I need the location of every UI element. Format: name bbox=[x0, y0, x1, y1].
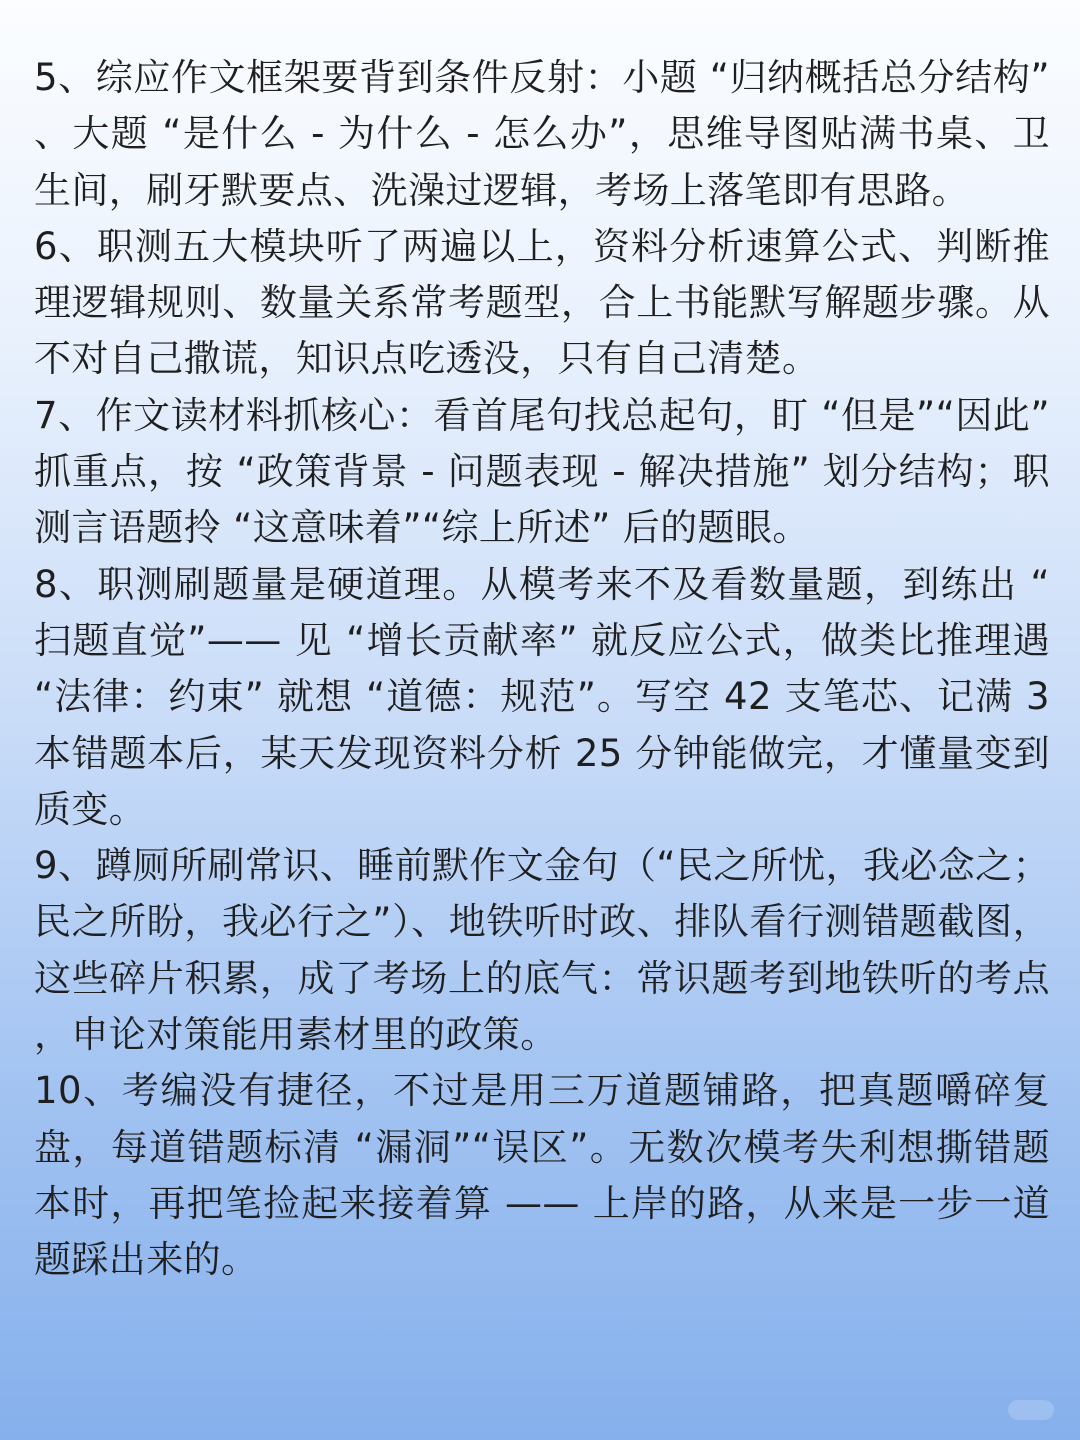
tips-document bbox=[34, 50, 1050, 1289]
tip-item-9: 9、蹲厕所刷常识、睡前默作文金句（“民之所忧，我必念之；民之所盼，我必行之”）、地铁听时政、排队看行测错题截图，这些碎片积累，成了考场上的底气：常识题考到地铁听的考点，申论对策能用素材里的政策。 bbox=[34, 844, 1050, 1057]
tip-item-10: 10、考编没有捷径，不过是用三万道题铺路，把真题嚼碎复盘，每道错题标清 “漏洞”“误区”。无数次模考失利想撕错题本时，再把笔捡起来接着算 —— 上岸的路，从来是一步一道题踩出来的。 bbox=[34, 1069, 1050, 1282]
faint-watermark bbox=[1008, 1400, 1054, 1420]
tip-item-7: 7、作文读材料抓核心：看首尾句找总起句，盯 “但是”“因此” 抓重点，按 “政策背景 - 问题表现 - 解决措施” 划分结构；职测言语题拎 “这意味着”“综上所述” 后的题眼。 bbox=[34, 393, 1050, 550]
tip-item-6: 6、职测五大模块听了两遍以上，资料分析速算公式、判断推理逻辑规则、数量关系常考题型，合上书能默写解题步骤。从不对自己撒谎，知识点吃透没，只有自己清楚。 bbox=[34, 224, 1050, 381]
tip-item-5: 5、综应作文框架要背到条件反射：小题 “归纳概括总分结构”、大题 “是什么 - 为什么 - 怎么办”，思维导图贴满书桌、卫生间，刷牙默要点、洗澡过逻辑，考场上落笔即有思路。 bbox=[34, 56, 1050, 212]
tip-item-8: 8、职测刷题量是硬道理。从模考来不及看数量题，到练出 “扫题直觉”—— 见 “增长贡献率” 就反应公式，做类比推理遇 “法律：约束” 就想 “道德：规范”。写空 42 支笔芯、记满 3 本错题本后，某天发现资料分析 25 分钟能做完，才懂量变到质变。 bbox=[34, 562, 1050, 831]
